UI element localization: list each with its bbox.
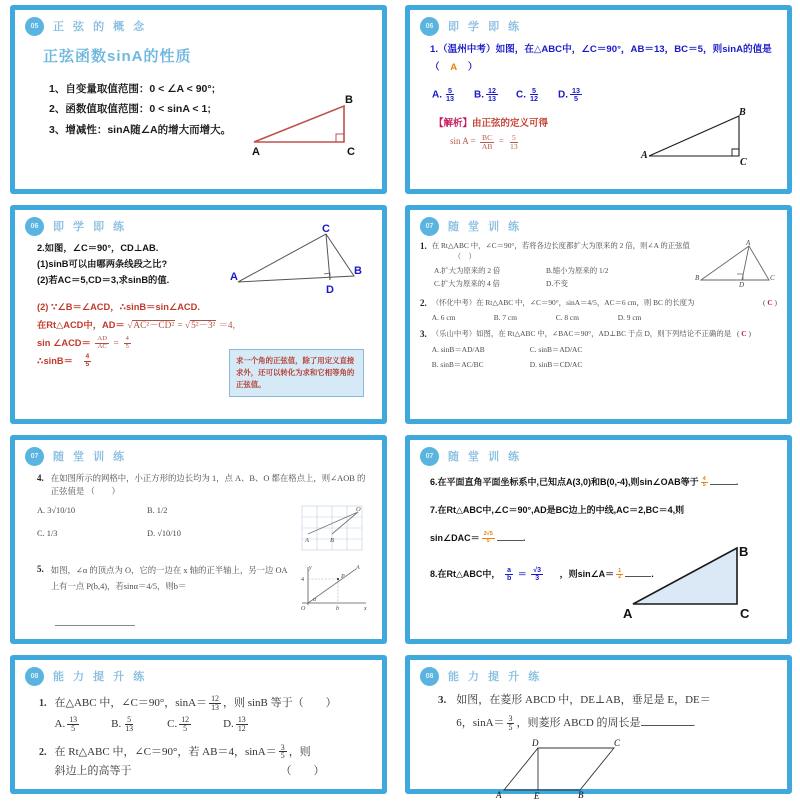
slide-header xyxy=(420,666,777,686)
vertex-label-c: C xyxy=(740,606,750,621)
axis-label-x: x xyxy=(364,606,367,613)
item-index: 5. xyxy=(37,564,44,575)
angle-label-alpha: α xyxy=(313,597,317,604)
vertex-label-d: D xyxy=(739,281,745,289)
analysis-formula: sin A = $\frac{BC}{AB}$ = $\frac{5}{13}$ xyxy=(450,133,518,151)
option-c: C. $\frac{5}{12}$ xyxy=(516,85,538,103)
slide-header xyxy=(420,16,777,36)
vertex-label-b: B xyxy=(695,274,700,282)
option-c: C. $\frac{12}{5}$ xyxy=(167,715,190,734)
item-index: 2. xyxy=(39,746,47,758)
list-item: 2、函数值取值范围：0 < sinA < 1; xyxy=(49,103,211,116)
option-b: B. 1/2 xyxy=(147,506,168,516)
question-line: (2)若AC＝5,CD＝3,求sinB的值. xyxy=(37,274,170,285)
vertex-label-a: A xyxy=(496,789,502,800)
exercise-list xyxy=(39,694,372,781)
question-6: 6.在平面直角平面坐标系中,已知点A(3,0)和B(0,-4),则sin∠OAB等于 $\frac{4}{5}$ . xyxy=(430,475,739,489)
option: B.缩小为原来的 1/2 xyxy=(546,265,609,275)
exercise-item-4 xyxy=(37,472,372,498)
vertex-label-a: A xyxy=(623,606,633,621)
item-index: 1. xyxy=(39,698,47,709)
slide-thumbnail-4[interactable] xyxy=(395,200,800,430)
option-grid xyxy=(37,504,372,556)
question-stem: 1.（温州中考）如图，在△ABC中，∠C＝90°，AB＝13，BC＝5，则sinA的值是 xyxy=(430,44,772,55)
option-c: C. 1/3 xyxy=(37,529,58,539)
answer-blank xyxy=(497,540,523,541)
slide-header xyxy=(25,446,372,466)
section-title: 即 学 即 练 xyxy=(53,221,128,233)
vertex-label-d: D xyxy=(326,284,334,296)
exercise-list xyxy=(37,472,372,626)
option-d: D. √10/10 xyxy=(147,529,181,539)
point-label-a: A xyxy=(356,565,360,572)
exercise-item-5 xyxy=(37,563,372,615)
item-answer: C xyxy=(767,298,773,308)
exercise-item-1 xyxy=(420,240,777,291)
slide-header xyxy=(420,446,777,466)
right-triangle-figure xyxy=(248,94,358,161)
slide-thumbnail-7[interactable] xyxy=(0,650,395,800)
vertex-label-a: A xyxy=(230,271,238,283)
analysis-text: 由正弦的定义可得 xyxy=(472,118,549,130)
slide-header xyxy=(25,666,372,686)
option-list xyxy=(432,87,777,102)
triangle-with-altitude-figure xyxy=(230,223,370,301)
item-text: （怀化中考）在 Rt△ABC 中，∠C＝90°，sinA＝4/5，AC＝6 cm，则 BC 的长度为 xyxy=(431,298,695,308)
option: B. sinB＝AC/BC xyxy=(431,360,484,370)
item-answer: （ ） xyxy=(453,252,476,262)
question-text xyxy=(430,43,777,76)
grid-label-a: A xyxy=(305,537,309,545)
section-title: 能 力 提 升 练 xyxy=(448,671,543,683)
analysis-label: 【解析】 xyxy=(434,118,473,130)
item-answer-paren: （ ） xyxy=(280,764,325,777)
option-d: D. $\frac{13}{5}$ xyxy=(558,85,580,103)
option: C.扩大为原来的 4 倍 xyxy=(434,279,500,289)
item-index: 1. xyxy=(420,241,427,251)
option: C. 8 cm xyxy=(555,312,579,322)
vertex-label-c: C xyxy=(770,274,775,282)
vertex-label-a: A xyxy=(252,146,260,158)
solution-line-4: ∴sinB＝ $\frac{4}{5}$ xyxy=(37,353,90,368)
solution-line-3: sin ∠ACD＝ $\frac{AD}{AC}$ = $\frac{4}{5}$ xyxy=(37,335,129,350)
triangle-figure xyxy=(695,240,777,291)
item-index: 2. xyxy=(420,298,427,309)
item-index: 3. xyxy=(438,694,447,706)
right-triangle-figure xyxy=(643,108,763,173)
option-a: A. 3√10/10 xyxy=(37,506,76,516)
coordinate-figure xyxy=(298,563,372,615)
exercise-list xyxy=(420,240,777,371)
slide-header xyxy=(420,216,777,236)
answer-blank xyxy=(641,725,693,726)
slide-thumbnail-8[interactable] xyxy=(395,650,800,800)
exercise-item-3: 3. 如图，在菱形 ABCD 中，DE⊥AB，垂足是 E，DE＝ 6，sinA＝ $\frac{3}{5}$ ，则菱形 ABCD 的周长是 . D C A E B xyxy=(438,690,777,805)
option-a: A. $\frac{13}{5}$ xyxy=(54,715,78,734)
vertex-label-e: E xyxy=(534,790,540,801)
item-text: 在△ABC 中，∠C＝90°，sinA＝ xyxy=(54,697,208,709)
point-label-p: P xyxy=(341,574,345,581)
list-item: 1、自变量取值范围：0 < ∠A < 90°; xyxy=(49,83,216,95)
option: D.不变 xyxy=(546,279,568,289)
answer-blank xyxy=(710,484,736,485)
option: D. 9 cm xyxy=(617,312,642,322)
axis-tick-4: 4 xyxy=(301,577,304,584)
section-badge: 05 xyxy=(25,17,44,36)
option: B. 7 cm xyxy=(493,312,517,322)
slide-header xyxy=(25,16,372,36)
slide-thumbnail-1[interactable] xyxy=(0,0,395,200)
item-text: 如图，∠α 的顶点为 O，它的一边在 x 轴的正半轴上，另一边 OA 上有一点 P(b,4)，若sinα＝4/5，则b＝ xyxy=(50,566,288,592)
vertex-label-b: B xyxy=(578,789,584,800)
question-line: 2.如图，∠C＝90°，CD⊥AB. xyxy=(37,243,159,253)
slide-thumbnail-5[interactable] xyxy=(0,430,395,650)
item-text: （乐山中考）如图，在 Rt△ABC 中，∠BAC＝90°，AD⊥BC 于点 D，则下列结论不正确的是 xyxy=(431,329,732,339)
vertex-label-b: B xyxy=(739,544,749,559)
question-8: 8.在Rt△ABC中， $\frac{a}{b}$ ＝ $\frac{√3}{3}$ ，则sin∠A＝ $\frac{1}{2}$ . xyxy=(430,567,654,583)
item-answer: （ ） xyxy=(86,487,120,497)
section-title: 随 堂 训 练 xyxy=(448,221,523,233)
question-text: 8.在Rt△ABC中， xyxy=(430,569,501,580)
section-title: 随 堂 训 练 xyxy=(448,451,523,463)
section-badge: 08 xyxy=(25,667,44,686)
item-text: 在 Rt△ABC 中，∠C＝90°，若 AB＝4，sinA＝ xyxy=(54,745,277,758)
section-badge: 07 xyxy=(25,447,44,466)
question-7-answer-line: sin∠DAC＝ $\frac{2√5}{5}$ . xyxy=(430,531,526,544)
exercise-item-1: 1. 在△ABC 中，∠C＝90°，sinA＝ $\frac{12}{13}$ ，则 sinB 等于（ ） A. $\frac{13}{5}$ B. $\frac{5}{13}$ C. $\frac{12}{5}$ D. $\frac{13}{12}$ xyxy=(39,694,337,734)
item-text-line2-tail: ，则菱形 ABCD 的周长是 xyxy=(516,717,641,730)
slide-thumbnail-3[interactable] xyxy=(0,200,395,430)
grid-figure xyxy=(300,504,372,556)
option-d: D. $\frac{13}{12}$ xyxy=(223,715,246,734)
option: C. sinB＝AD/AC xyxy=(529,344,583,354)
option: D. sinB＝CD/AC xyxy=(529,360,583,370)
section-title: 即 学 即 练 xyxy=(448,21,523,33)
item-index: 3. xyxy=(420,329,427,340)
page-title: 正弦函数sinA的性质 xyxy=(43,48,192,65)
vertex-label-c: C xyxy=(347,146,355,158)
vertex-label-c: C xyxy=(322,223,330,235)
option: A. 6 cm xyxy=(431,312,456,322)
item-text: 在 Rt△ABC 中，∠C＝90°，若将各边长度都扩大为原来的 2 倍，则∠A 的正弦值 xyxy=(431,241,690,250)
item-text-tail: ，则 sinB 等于（ ） xyxy=(222,697,337,709)
item-text-line2: 斜边上的高等于 xyxy=(54,764,132,777)
rhombus-figure xyxy=(498,738,777,805)
question-7 xyxy=(430,503,777,517)
vertex-label-c: C xyxy=(614,737,621,748)
option: A. sinB＝AD/AB xyxy=(431,344,485,354)
axis-label-y: y xyxy=(309,565,312,572)
exercise-item-2: 2. 在 Rt△ABC 中，∠C＝90°，若 AB＝4，sinA＝ $\frac{3}{5}$ ，则 斜边上的高等于 （ ） xyxy=(39,743,372,782)
option-a: A. $\frac{5}{13}$ xyxy=(432,85,454,103)
item-text-line2: 6，sinA＝ xyxy=(456,717,505,730)
right-triangle-figure xyxy=(625,540,765,625)
vertex-label-a: A xyxy=(641,150,648,161)
list-item: 3、增减性：sinA随∠A的增大而增大。 xyxy=(49,123,232,136)
section-badge: 06 xyxy=(420,17,439,36)
item-text-tail: ，则 xyxy=(288,745,311,758)
section-badge: 07 xyxy=(420,447,439,466)
paren-open: （ xyxy=(430,62,440,74)
question-text-tail: ，则sin∠A＝ xyxy=(559,569,615,580)
slide-thumbnail-2[interactable] xyxy=(395,0,800,200)
vertex-label-b: B xyxy=(739,107,746,118)
item-answer: C xyxy=(741,329,747,339)
question-text: 6.在平面直角平面坐标系中,已知点A(3,0)和B(0,-4),则sin∠OAB等于 xyxy=(430,477,699,487)
slide-thumbnail-6[interactable] xyxy=(395,430,800,650)
vertex-label-b: B xyxy=(354,265,362,277)
exercise-item-3: 3. （乐山中考）如图，在 Rt△ABC 中，∠BAC＝90°，AD⊥BC 于点 D，则下列结论不正确的是 ( C ) A. sinB＝AD/AB C. sinB＝AD/AC B. sinB＝AC/BC D. sinB＝CD/AC xyxy=(420,329,751,370)
item-text-line1: 如图，在菱形 ABCD 中，DE⊥AB，垂足是 E，DE＝ xyxy=(456,694,711,706)
question-text: 7.在Rt△ABC中,∠C＝90°,AD是BC边上的中线,AC＝2,BC＝4,则 xyxy=(430,505,685,516)
exercise-item-2: 2. （怀化中考）在 Rt△ABC 中，∠C＝90°，sinA＝4/5，AC＝6 cm，则 BC 的长度为 ( C ) A. 6 cm B. 7 cm C. 8 cm D. 9 cm xyxy=(420,298,777,322)
vertex-label-d: D xyxy=(532,737,539,748)
option-b: B. $\frac{12}{13}$ xyxy=(474,85,496,103)
grid-label-o: O xyxy=(356,506,361,514)
item-period: . xyxy=(692,717,696,730)
item-index: 4. xyxy=(37,473,44,483)
option: A.扩大为原来的 2 倍 xyxy=(434,265,501,275)
question-line: (1)sinB可以由哪两条线段之比? xyxy=(37,258,168,269)
section-title: 能 力 提 升 练 xyxy=(53,671,148,683)
question-text: sin∠DAC＝ xyxy=(430,532,480,543)
section-badge: 08 xyxy=(420,667,439,686)
vertex-label-b: B xyxy=(345,94,353,106)
answer-value: A xyxy=(450,62,458,74)
section-title: 随 堂 训 练 xyxy=(53,451,128,463)
answer-blank xyxy=(55,625,135,626)
paren-close: ） xyxy=(467,62,478,74)
section-badge: 07 xyxy=(420,217,439,236)
solution-line-1: (2) ∵∠B＝∠ACD，∴sinB＝sin∠ACD. xyxy=(37,302,200,313)
solution-line-2: 在Rt△ACD中，AD＝ √AC²－CD² = √5²－3² ＝4, xyxy=(37,319,235,331)
section-title: 正 弦 的 概 念 xyxy=(53,21,148,33)
option-b: B. $\frac{5}{13}$ xyxy=(111,715,134,734)
vertex-label-a: A xyxy=(746,239,751,247)
tip-callout: 求一个角的正弦值，除了用定义直接求外，还可以转化为求和它相等角的正弦值。 xyxy=(229,349,364,397)
axis-label-b: b xyxy=(336,606,339,613)
vertex-label-c: C xyxy=(740,157,747,168)
section-badge: 06 xyxy=(25,217,44,236)
item-text: 在如图所示的网格中，小正方形的边长均为 1，点 A、B、O 都在格点上，则∠AOB 的正弦值是 xyxy=(50,474,366,497)
origin-label: O xyxy=(301,606,306,613)
grid-label-b: B xyxy=(330,537,334,545)
